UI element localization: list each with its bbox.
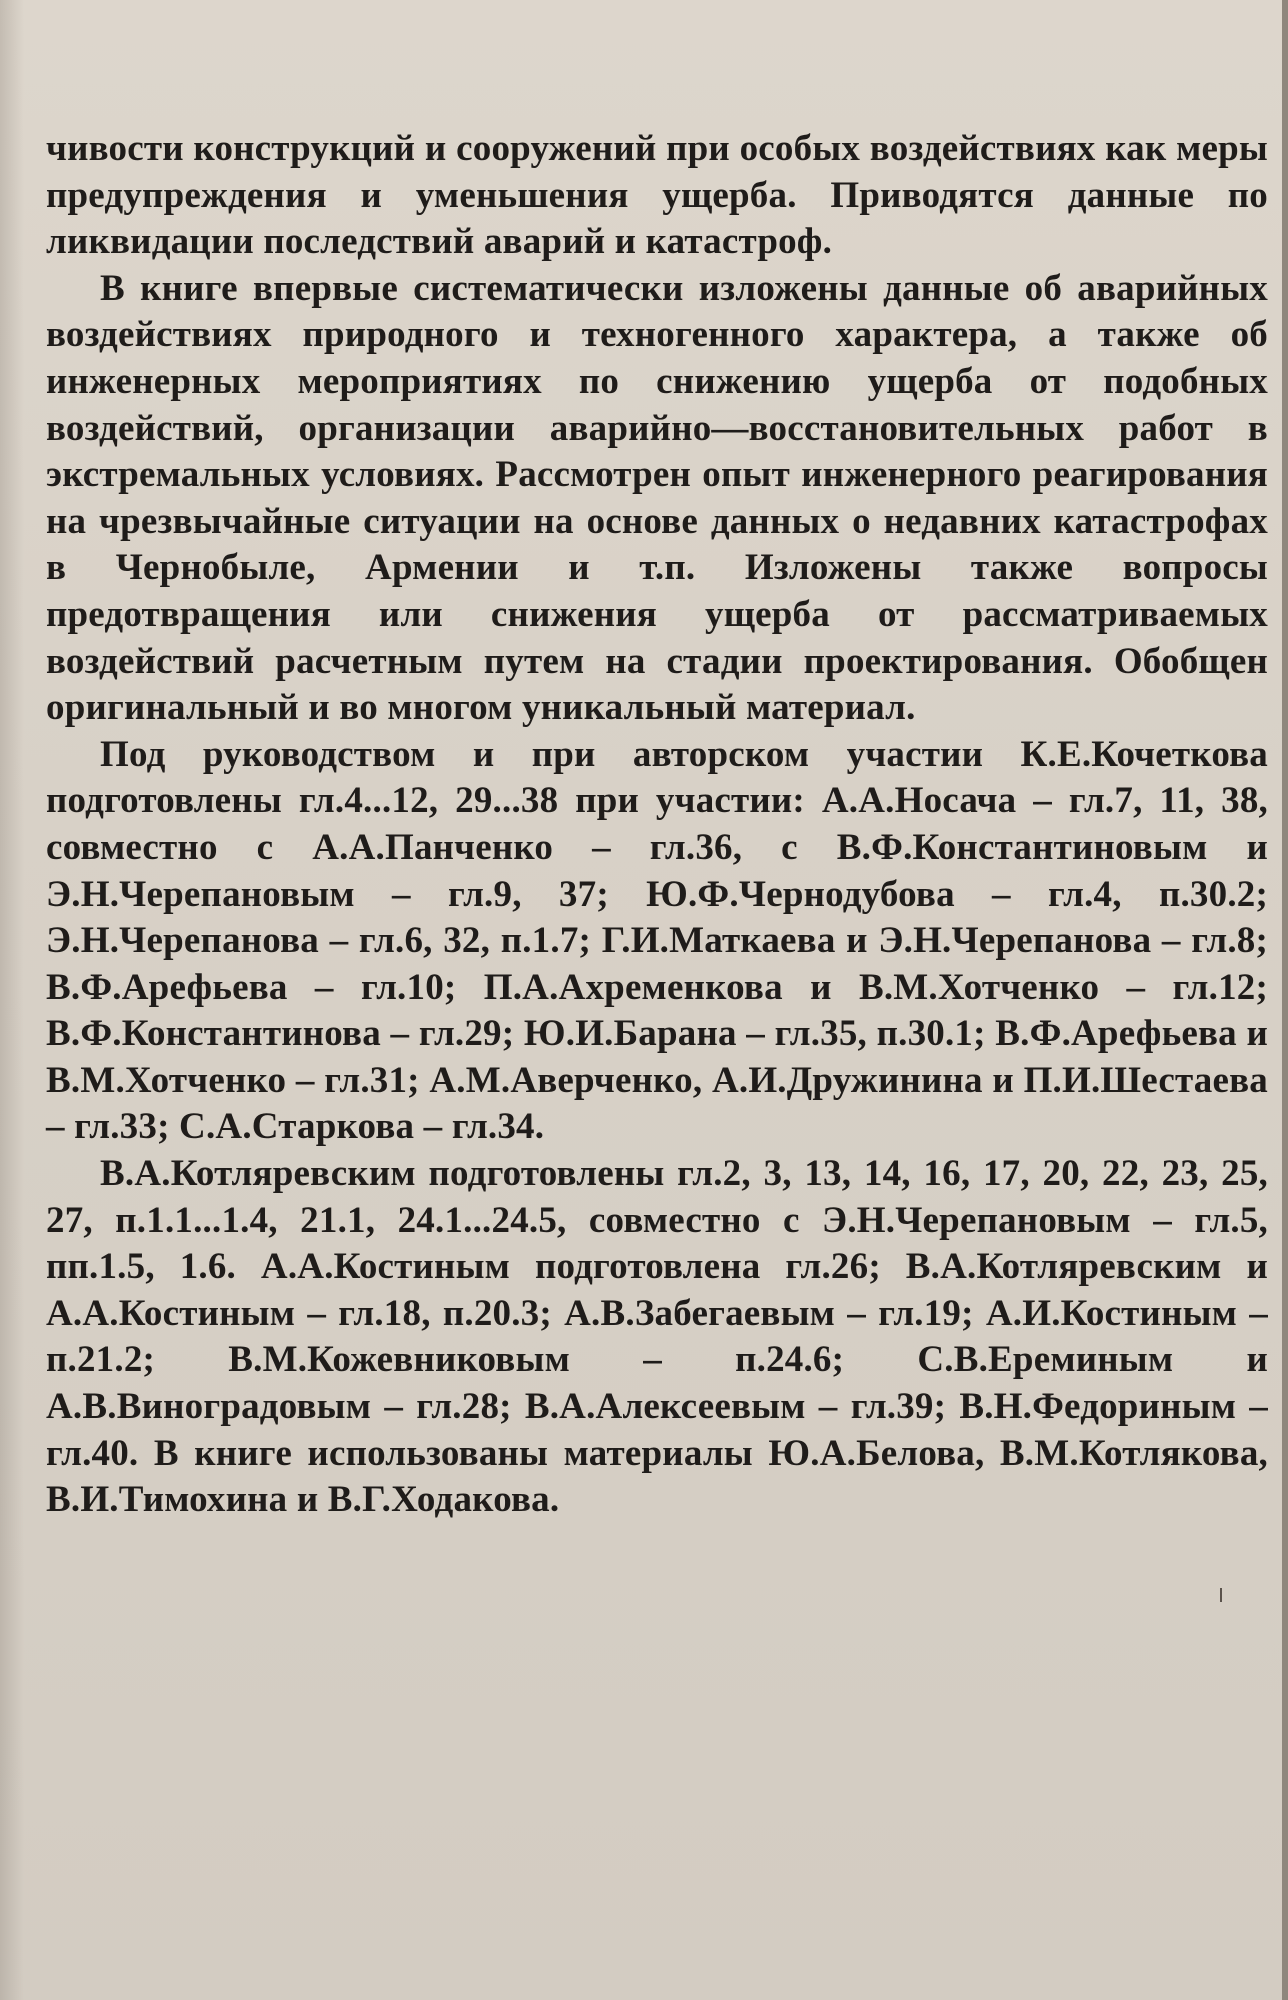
paragraph-authors-kotlyarevsky: В.А.Котляревским подготовлены гл.2, 3, 13, 14, 16, 17, 20, 22, 23, 25, 27, п.1.1...1.4, 21.1, 24.1...24.5, совместно с Э.Н.Черепановым – гл.5, пп.1.5, 1.6. А.А.Костиным подготовлена гл.26; В.А.Котляревским и А.А.Костиным – гл.18, п.20.3; А.В.Забегаевым – гл.19; А.И.Костиным – п.21.2; В.М.Кожевниковым – п.24.6; С.В.Ереминым и А.В.Виноградовым – гл.28; В.А.Алексеевым – гл.39; В.Н.Федориным – гл.40. В книге использованы материалы Ю.А.Белова, В.М.Котлякова, В.И.Тимохина и В.Г.Ходакова. (46, 1153, 1268, 1521)
page-gutter-shadow (0, 0, 24, 2000)
paragraph-intro-continued: чивости конструкций и сооружений при особых воздействиях как меры предупреждения и уменьшения ущерба. Приводятся данные по ликвидации последствий аварий и катастроф. (46, 128, 1268, 263)
page-text (46, 126, 1268, 1524)
page-blemish (1220, 1588, 1222, 1602)
paragraph-book-summary: В книге впервые систематически изложены данные об аварийных воздействиях природного и техногенного характера, а также об инженерных мероприятиях по снижению ущерба от подобных воздействий, организации аварийно—восстановительных работ в экстремальных условиях. Рассмотрен опыт инженерного реагирования на чрезвычайные ситуации на основе данных о недавних катастрофах в Чернобыле, Армении и т.п. Изложены также вопросы предотвращения или снижения ущерба от рассматриваемых воздействий расчетным путем на стадии проектирования. Обобщен оригинальный и во многом уникальный материал. (46, 267, 1268, 729)
paragraph-authors-kochetkov: Под руководством и при авторском участии К.Е.Кочеткова подготовлены гл.4...12, 29...38 при участии: А.А.Носача – гл.7, 11, 38, совместно с А.А.Панченко – гл.36, с В.Ф.Константиновым и Э.Н.Черепановым – гл.9, 37; Ю.Ф.Чернодубова – гл.4, п.30.2; Э.Н.Черепанова – гл.6, 32, п.1.7; Г.И.Маткаева и Э.Н.Черепанова – гл.8; В.Ф.Арефьева – гл.10; П.А.Ахременкова и В.М.Хотченко – гл.12; В.Ф.Константинова – гл.29; Ю.И.Барана – гл.35, п.30.1; В.Ф.Арефьева и В.М.Хотченко – гл.31; А.М.Аверченко, А.И.Дружинина и П.И.Шестаева – гл.33; С.А.Старкова – гл.34. (46, 733, 1268, 1148)
